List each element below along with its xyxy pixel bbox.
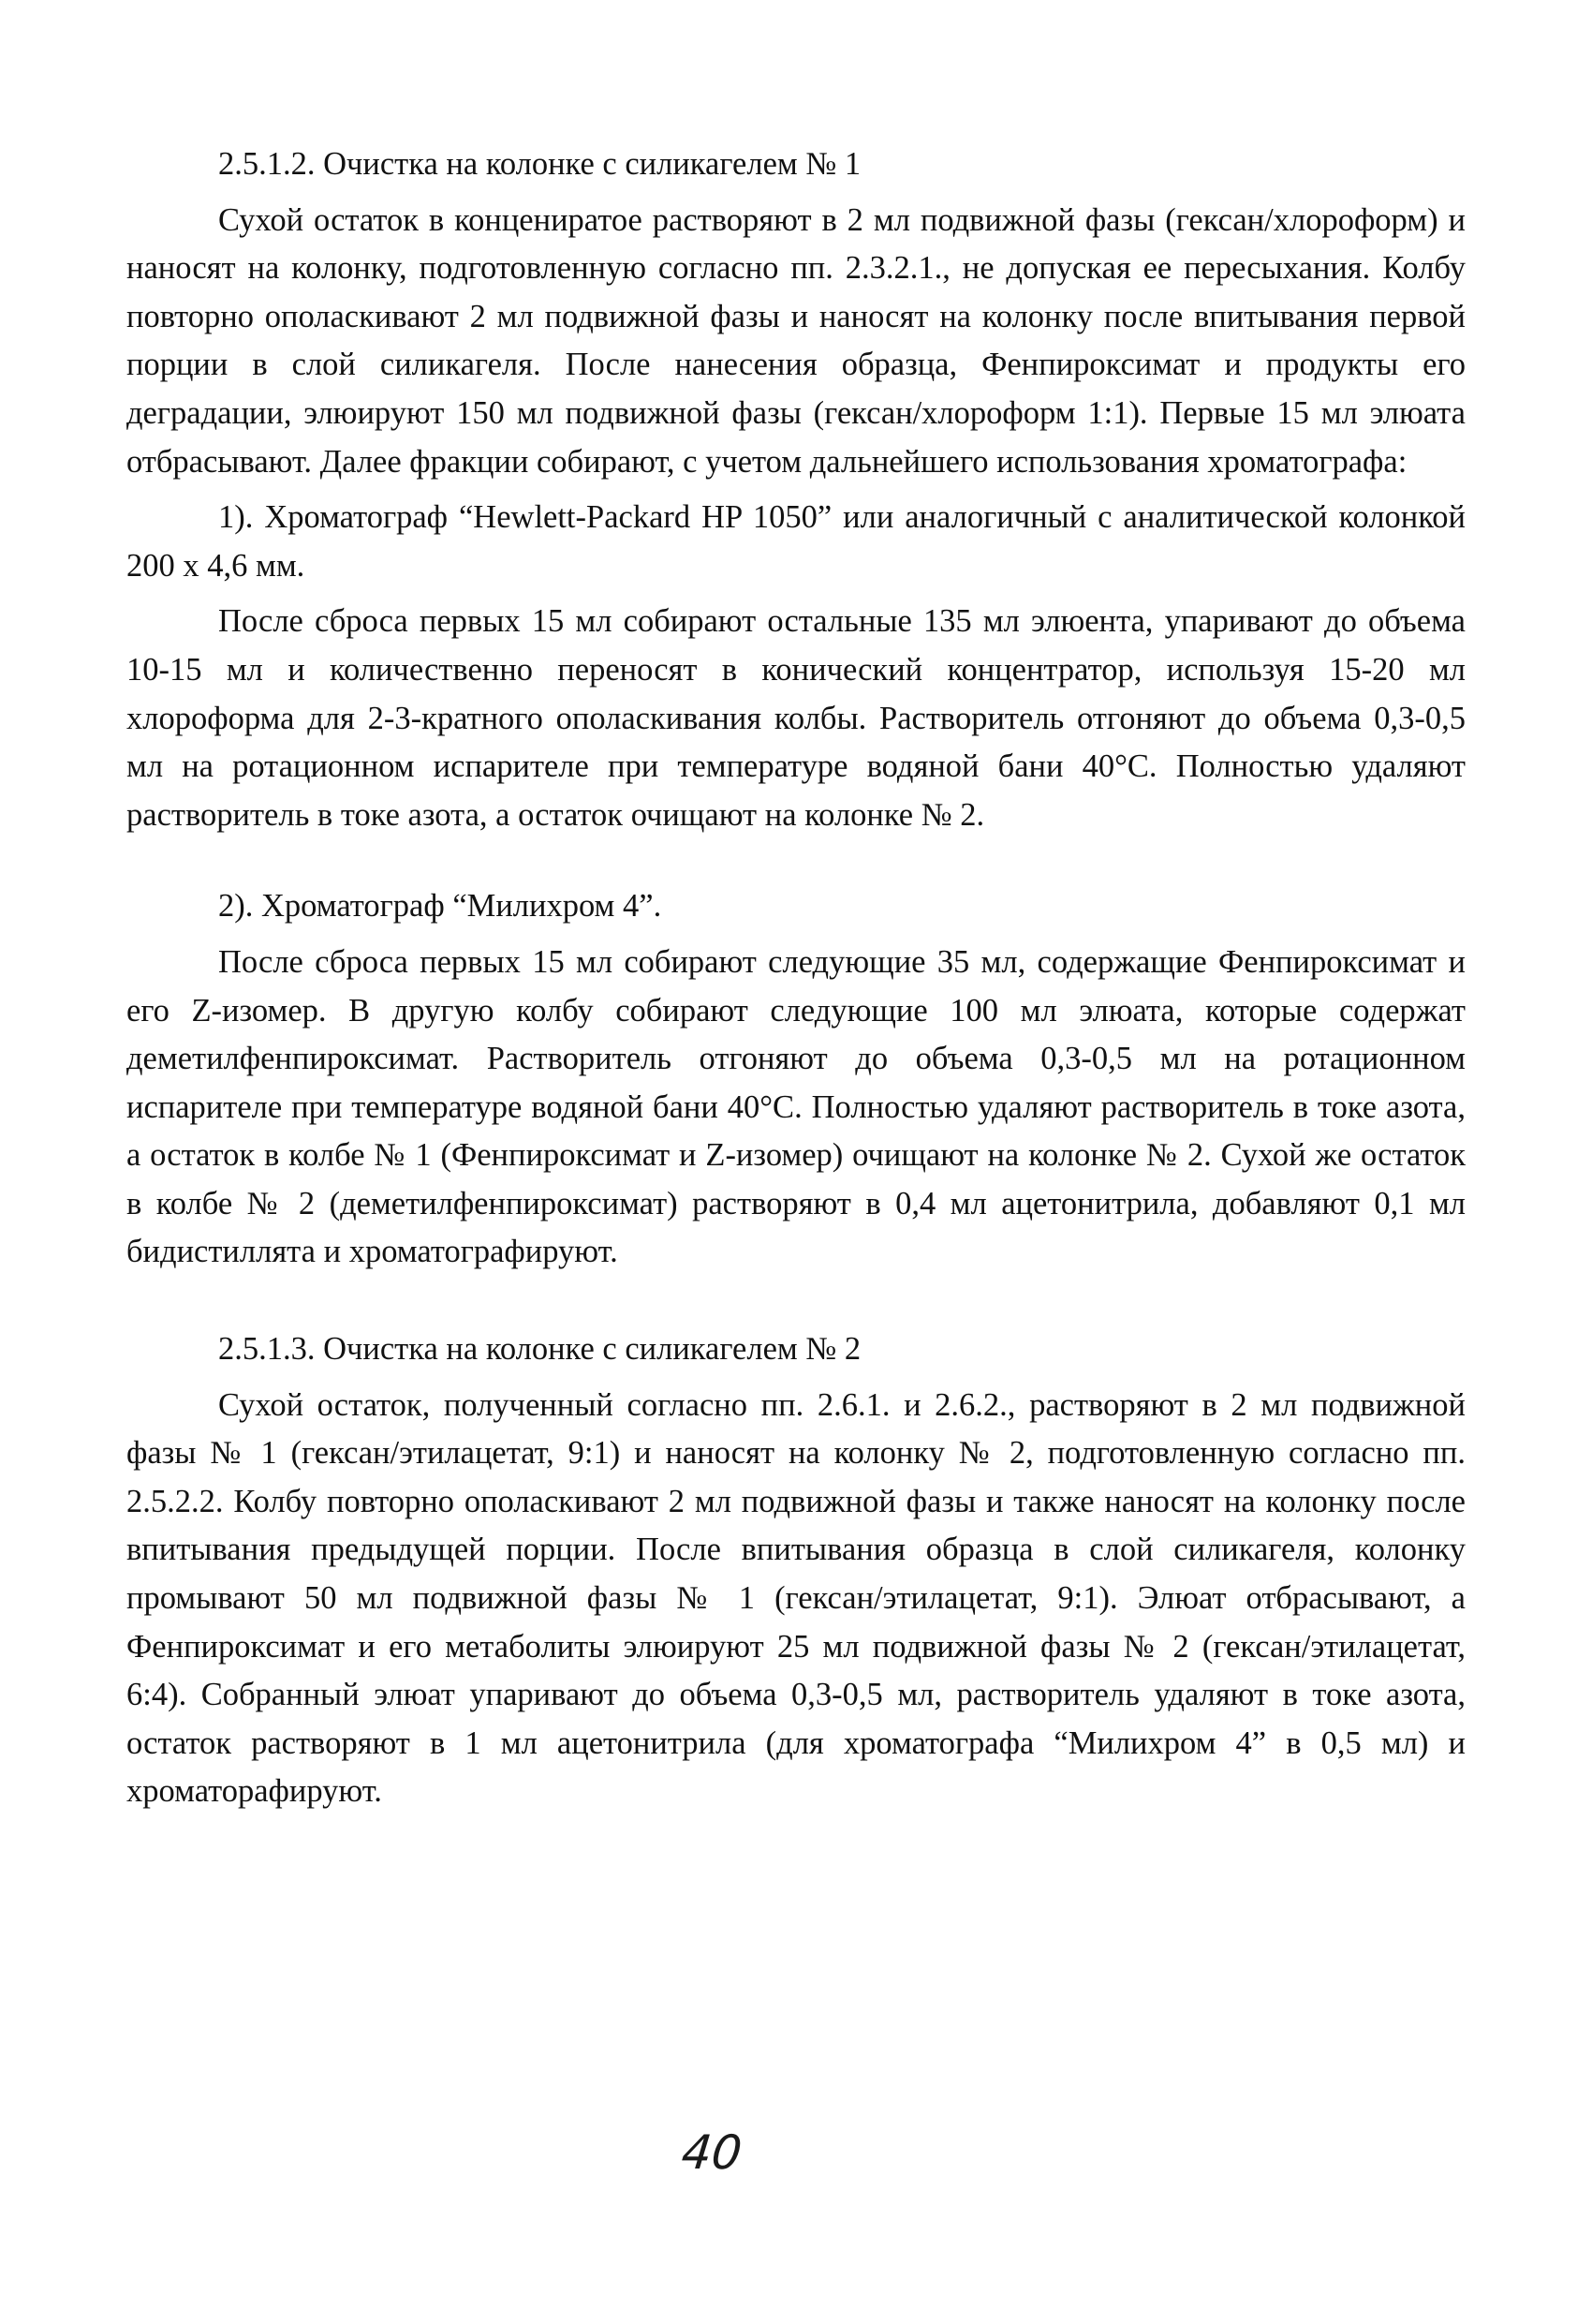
list-item-hp-1050: 1). Хроматограф “Hewlett-Packard HP 1050” или аналогичный с аналитической колонкой 200 x 4,6 мм. bbox=[126, 499, 1466, 584]
paragraph-hp-1050-procedure: После сброса первых 15 мл собирают остальные 135 мл элюента, упаривают до объема 10-15 мл и количественно переносят в конический концентратор, используя 15-20 мл хлороформа для 2-3-кратного ополаскивания колбы. Растворитель отгоняют до объема 0,3-0,5 мл на ротационном испарителе при температуре водяной бани 40°С. Полностью удаляют растворитель в токе азота, а остаток очищают на колонке № 2. bbox=[126, 603, 1466, 833]
list-item-milichrom-4: 2). Хроматограф “Милихром 4”. bbox=[218, 888, 662, 925]
paragraph-silica-column-1: Сухой остаток в концениратое растворяют в 2 мл подвижной фазы (гексан/хлороформ) и наносят на колонку, подготовленную согласно пп. 2.3.2.1., не допуская ее пересыхания. Колбу повторно ополаскивают 2 мл подвижной фазы и наносят на колонку после впитывания первой порции в слой силикагеля. После нанесения образца, Фенпироксимат и продукты его деградации, элюируют 150 мл подвижной фазы (гексан/хлороформ 1:1). Первые 15 мл элюата отбрасывают. Далее фракции собирают, с учетом дальнейшего использования хроматографа: bbox=[126, 201, 1466, 480]
section-heading-2-5-1-2: 2.5.1.2. Очистка на колонке с силикагелем № 1 bbox=[218, 146, 862, 182]
page-content bbox=[126, 141, 1466, 1816]
section-heading-2-5-1-3: 2.5.1.3. Очистка на колонке с силикагелем № 2 bbox=[218, 1331, 862, 1368]
paragraph-silica-column-2: Сухой остаток, полученный согласно пп. 2.6.1. и 2.6.2., растворяют в 2 мл подвижной фазы № 1 (гексан/этилацетат, 9:1) и наносят на колонку № 2, подготовленную согласно пп. 2.5.2.2. Колбу повторно ополаскивают 2 мл подвижной фазы и также наносят на колонку после впитывания предыдущей порции. После впитывания образца в слой силикагеля, колонку промывают 50 мл подвижной фазы № 1 (гексан/этилацетат, 9:1). Элюат отбрасывают, а Фенпироксимат и его метаболиты элюируют 25 мл подвижной фазы № 2 (гексан/этилацетат, 6:4). Собранный элюат упаривают до объема 0,3-0,5 мл, растворитель удаляют в токе азота, остаток растворяют в 1 мл ацетонитрила (для хроматографа “Милихром 4” в 0,5 мл) и хроматорафируют. bbox=[126, 1386, 1466, 1810]
paragraph-milichrom-procedure: После сброса первых 15 мл собирают следующие 35 мл, содержащие Фенпироксимат и его Z-изомер. В другую колбу собирают следующие 100 мл элюата, которые содержат деметилфенпироксимат. Растворитель отгоняют до объема 0,3-0,5 мл на ротационном испарителе при температуре водяной бани 40°С. Полностью удаляют растворитель в токе азота, а остаток в колбе № 1 (Фенпироксимат и Z-изомер) очищают на колонке № 2. Сухой же остаток в колбе № 2 (деметилфенпироксимат) растворяют в 0,4 мл ацетонитрила, добавляют 0,1 мл бидистиллята и хроматографируют. bbox=[126, 943, 1466, 1270]
page-number: 40 bbox=[679, 2125, 744, 2180]
